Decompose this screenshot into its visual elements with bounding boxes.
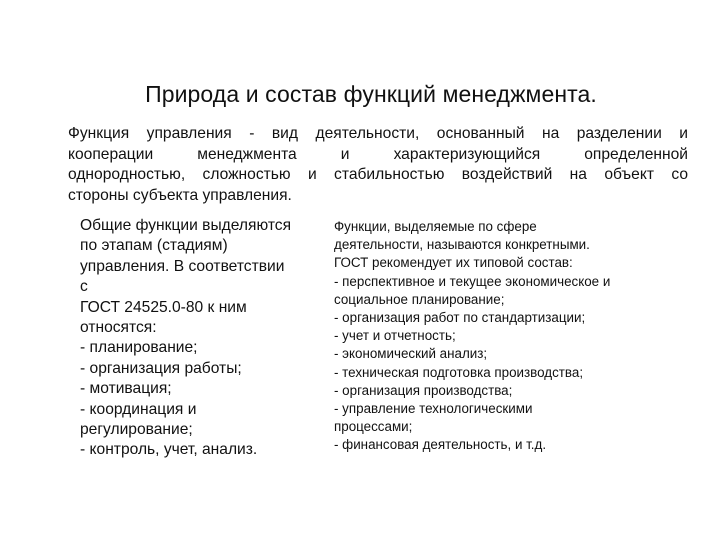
definition-line: Функция управления - вид деятельности, основанный на разделении и xyxy=(68,125,688,142)
definition-paragraph xyxy=(68,124,688,206)
list-item: - учет и отчетность; xyxy=(334,328,456,344)
slide-title: Природа и состав функций менеджмента. xyxy=(145,81,597,107)
list-item: - финансовая деятельность, и т.д. xyxy=(334,437,547,453)
list-item: - организация производства; xyxy=(334,382,513,398)
general-intro-line: по этапам (стадиям) xyxy=(80,237,228,255)
list-item: - организация работ по стандартизации; xyxy=(334,310,586,326)
list-item: - координация и xyxy=(80,400,197,418)
list-item: социальное планирование; xyxy=(334,291,505,307)
list-item: регулирование; xyxy=(80,421,193,439)
general-intro-line: с xyxy=(80,278,88,296)
definition-line: стороны субъекта управления. xyxy=(68,186,292,204)
definition-line: однородностью, сложностью и стабильностью воздействий на объект со xyxy=(68,166,688,183)
list-item: - экономический анализ; xyxy=(334,346,488,362)
list-item: - контроль, учет, анализ. xyxy=(80,441,258,459)
list-item: - планирование; xyxy=(80,339,198,357)
list-item: процессами; xyxy=(334,419,413,435)
general-functions-list xyxy=(80,338,316,460)
general-intro-line: относятся: xyxy=(80,319,157,337)
general-functions-box xyxy=(80,216,316,461)
specific-functions-box xyxy=(334,218,654,455)
specific-intro-line: ГОСТ рекомендует их типовой состав: xyxy=(334,255,573,271)
list-item: - техническая подготовка производства; xyxy=(334,364,584,380)
specific-intro-line: деятельности, называются конкретными. xyxy=(334,237,590,253)
list-item: - мотивация; xyxy=(80,380,172,398)
specific-intro-line: Функции, выделяемые по сфере xyxy=(334,219,537,234)
list-item: - перспективное и текущее экономическое и xyxy=(334,273,611,289)
general-intro-line: Общие функции выделяются xyxy=(80,217,292,234)
list-item: - управление технологическими xyxy=(334,401,533,417)
general-intro-line: управления. В соответствии xyxy=(80,257,285,275)
specific-functions-list xyxy=(334,273,654,455)
definition-line: кооперации менеджмента и характеризующийся определенной xyxy=(68,145,688,163)
list-item: - организация работы; xyxy=(80,359,242,377)
general-intro-line: ГОСТ 24525.0-80 к ним xyxy=(80,298,247,316)
